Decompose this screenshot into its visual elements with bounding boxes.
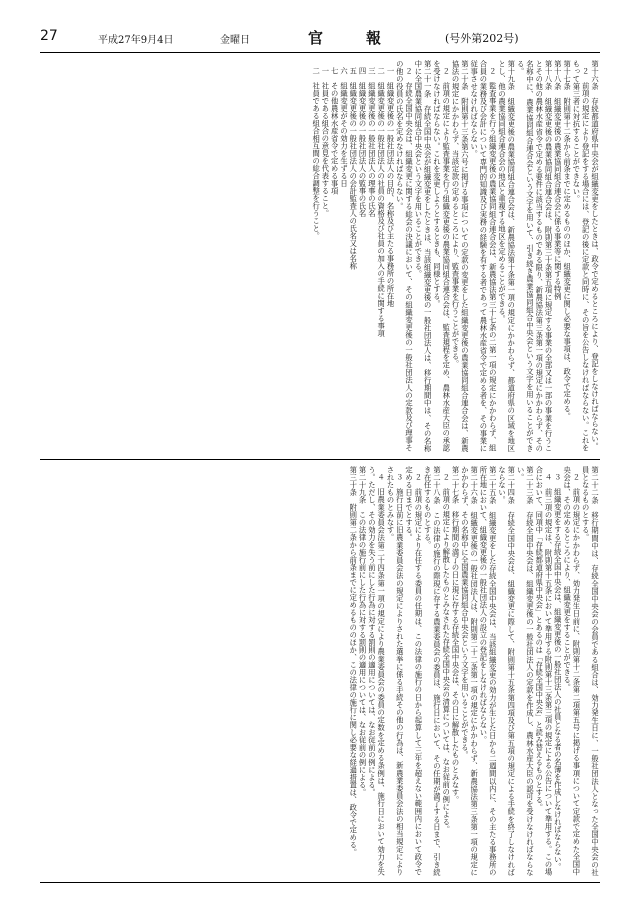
- paragraph: 第二十条 附則第十三条第六号に掲げる事項についての定款の変更をした組織変更後の農業協同組合連合会は、新農協法の規定にかかわらず、当該定款の定めるところにより、監査事業を行うことができる。: [451, 60, 470, 452]
- paragraph: ４ 旧農業委員会法第二十四条第一項の規定により農業委員会の委員の定数を定める条例は、施行日において効力を失う。ただし、その効力を失う前にした行為に対する罰則の適用については、なお従前の例による。: [367, 466, 387, 876]
- paragraph: 第二十九条 この法律の施行前にした行為に対する罰則の適用については、なお従前の例による。: [358, 466, 368, 796]
- paragraph: 第二十六条 組織変更後の一般社団法人は、附則第二十二条第一項の規定にかかわらず、新農協法第三条第一項の規定にかかわらず、その名称中に全国農業協同組合中央会という文字を用いることができる。: [460, 466, 480, 876]
- paragraph: 第二十八条 この法律の施行の際現に存する農業委員会の委員は、施行日において、その任期が満了する日まで、引き続き在任するものとする。: [423, 466, 442, 876]
- list-item: 二 社員である組合相互間の総合調整を行うこと。: [312, 67, 322, 240]
- list-item: 七 その他農林水産省令で定める事項: [330, 67, 340, 195]
- list-item: 三 組織変更後の一般社団法人の理事の氏名: [367, 67, 377, 218]
- paragraph: ２ 前項の規定にかかわらず、効力発生日前に、附則第十二条第二項第五号に掲げる事項について定款で定めた全国中央会は、その定めるところにより、組織変更をすることができる。: [563, 466, 582, 876]
- upper-text-block: [40, 60, 600, 452]
- paragraph: 第十七条 附則第十二条から前条までに定めるもののほか、組織変更に関し必要な事項は、政令で定める。: [563, 60, 573, 420]
- paragraph: ３ 施行日前に旧農業委員会法の規定によりされた選挙に係る手続その他の行為は、新農業委員会法の相当規定によりされたものとみなす。: [386, 466, 405, 876]
- page-number: 27: [40, 28, 58, 44]
- paragraph: 第十六条 存続都道府県中央会が組織変更をしたときは、政令で定めるところにより、登記をしなければならない。: [591, 60, 600, 450]
- gazette-title: 官 報: [308, 29, 396, 47]
- paragraph: ２ 前項の規定により監査事業を行う組織変更後の農業協同組合連合会は、監査規程を定め、農林水産大臣の承認を受けなければならない。これを変更しようとするときも、同様とする。: [432, 60, 452, 452]
- paragraph: 第二十二条 移行期間中は、存続全国中央会の会員である組合は、効力発生日に、一般社団法人となった全国中央会の社員となるものとする。: [581, 466, 600, 876]
- section-divider: [40, 459, 600, 460]
- paragraph: 第二十一条 存続全国中央会が組織変更をしたときは、当該組織変更後の一般社団法人は、移行期間中は、その名称中に全国農業協同組合中央会という文字を用いることができる。: [414, 60, 433, 452]
- paragraph: 第二十五条 組織変更をした存続全国中央会は、当該組織変更の効力が生じた日から二週間以内に、その主たる事務所の所在地において、組織変更後の一般社団法人の設立の登記をしなければならない。: [479, 466, 498, 876]
- list-item: 一 組織変更後の一般社団法人の目的、名称及び主たる事務所の所在地: [386, 67, 396, 308]
- list-item: 一 社員である組合の意見を代表すること。: [321, 67, 331, 218]
- paragraph: 第十九条 組織変更後の農業協同組合連合会は、新農協法第十条第一項の規定にかかわらず、都道府県の区域を地区とし、他の農業協同組合連合会の地区と重複する地区を定めることができる。: [498, 60, 517, 452]
- paragraph: ４ 前三項の規定は、附則第十五条において準用する附則第十三条第三項の規定による公告について準用する。この場合において、同項中「存続都道府県中央会」とあるのは「存続全国中央会」と読み替えるものとする。: [535, 466, 554, 876]
- paragraph: 第二十三条 存続全国中央会は、組織変更後の一般社団法人の定款を作成し、農林水産大臣の認可を受けなければならない。: [516, 466, 535, 876]
- paragraph: ２ 前項の規定により解散したものとみなされた存続全国中央会の清算については、なお従前の例による。: [442, 473, 452, 834]
- header-rule: [40, 52, 600, 53]
- extra-issue-number: (号外第202号): [445, 32, 519, 45]
- list-item: 四 組織変更後の一般社団法人の監事の氏名: [358, 67, 368, 218]
- issue-date: 平成27年9月4日: [98, 35, 174, 46]
- list-item: 六 組織変更がその効力を生ずる日: [339, 67, 349, 188]
- paragraph: ２ 監査事業を行う組織変更後の農業協同組合連合会は、新農協法第三十七条の二第一項の規定にかかわらず、組合員の業務及び会計について専門的知識及び実務の経験を有する者であって農林水産省令で定める者を、その事業に従事させなければならない。: [470, 60, 498, 452]
- paragraph: ３ 組織変更をする存続全国中央会は、組織変更後の一般社団法人の社員となる者の名簿を作成しなければならない。: [553, 473, 563, 871]
- footer-rule: [40, 882, 600, 883]
- paragraph: ２ 存続全国中央会は、組織変更に関する総会の決議において、その組織変更後の一般社団法人の定款及び理事その他の役員の氏名を定めなければならない。: [395, 60, 415, 452]
- paragraph: 第十八条 組織変更後の農業協同組合連合会は、附則第三十条第五項に規定する事業の全部又は一部の事業を行うことその他の農林水産省令で定める要件に該当するものである限り、新農協法第三条第一項の規定にかかわらず、その名称中に、農業協同組合連合会という文字を用いて、引き続き農業協同組合中央会という文字を用いることができる。: [516, 60, 554, 452]
- paragraph: ２ 前項の規定により登記をする場合には、登記の後に定款と同時に、その旨を公告しなければならない。これをもって第三者に対抗することができない。: [572, 60, 591, 452]
- list-item: 五 組織変更後の一般社団法人の会計監査人の氏名又は名称: [349, 67, 359, 270]
- paragraph: 第三十条 附則第二条から前条までに定めるもののほか、この法律の施行に関し必要な経過措置は、政令で定める。: [349, 466, 359, 856]
- lower-text-block: [40, 466, 600, 876]
- paragraph: ２ 前項の規定により在任する委員の任期は、この法律の施行の日から起算して三年を超えない範囲内において政令で定める日までとする。: [405, 466, 424, 876]
- paragraph: 第二十七条 移行期間の満了の日に現に存する存続全国中央会は、その日に解散したものとみなす。: [451, 466, 461, 804]
- paragraph: 第十八条 組織変更後の農業協同組合連合会に係る事業等に関する特例: [553, 60, 563, 300]
- page-header: [40, 28, 600, 50]
- weekday: 金曜日: [220, 35, 250, 46]
- list-item: 二 組織変更後の一般社団法人の社員の資格及び社員の加入の手続に関する事項: [377, 67, 387, 338]
- paragraph: 第二十四条 存続全国中央会は、組織変更に際して、附則第十五条第四項及び第五項の規定による手続を終了しなければならない。: [498, 466, 517, 876]
